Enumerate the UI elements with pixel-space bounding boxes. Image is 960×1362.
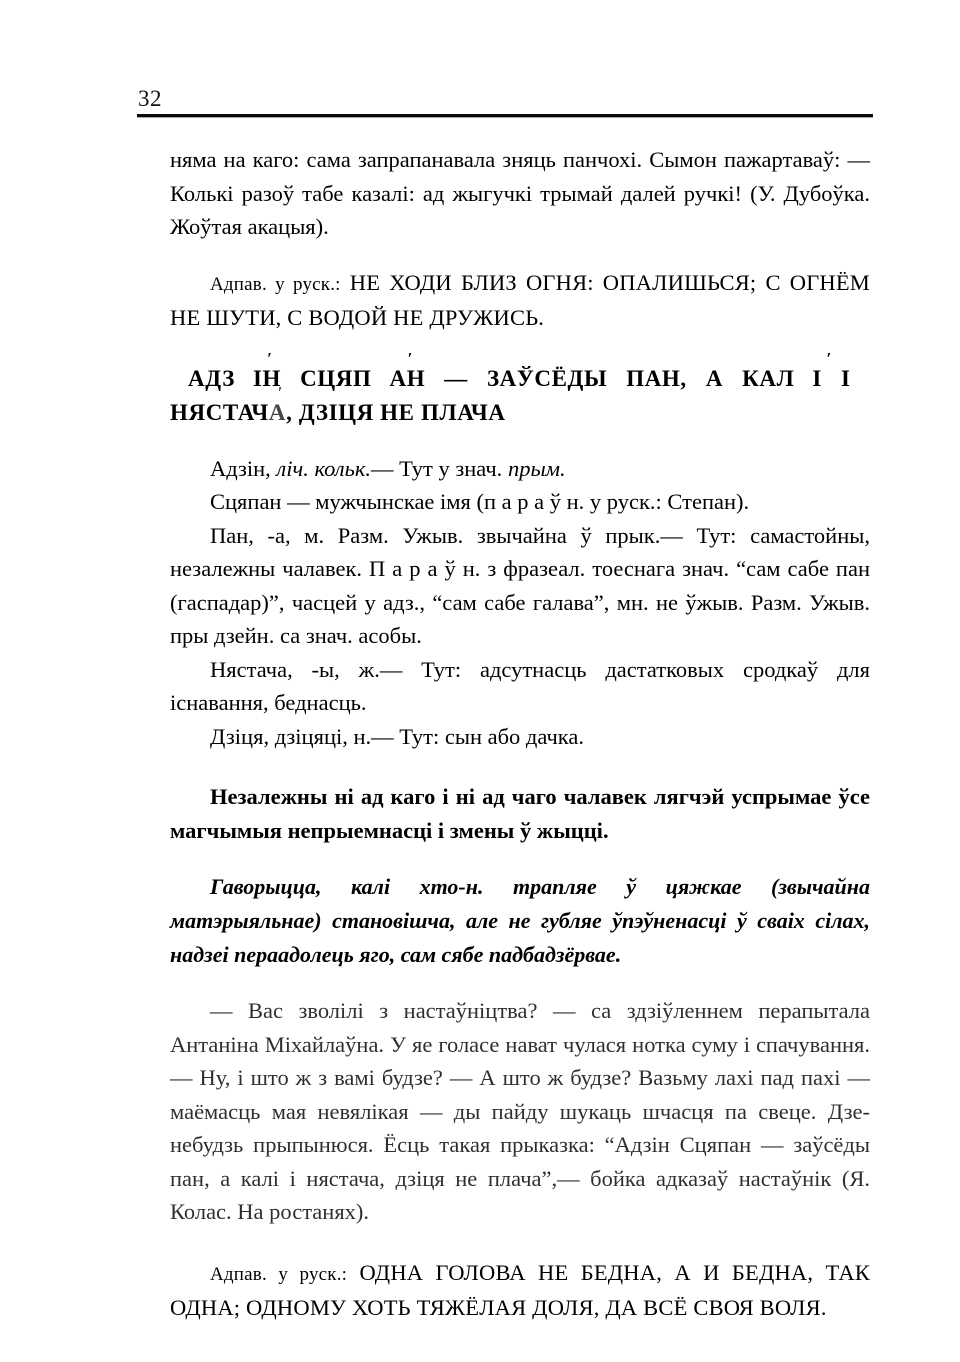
- gloss-dzicya: [170, 720, 870, 754]
- stress-accent-adzin: [235, 362, 263, 396]
- headword-w7: І: [840, 365, 851, 391]
- gloss-adzin-mid: — Тут у знач.: [371, 455, 508, 481]
- russian-equivalent-bottom: [170, 1256, 870, 1325]
- stress-accent-kali: [794, 362, 822, 396]
- russian-equivalent-top: [170, 266, 870, 335]
- page-header: [137, 86, 873, 117]
- headword-w1-pre: АДЗ: [188, 365, 235, 391]
- gloss-adzin-abbr2: прым.: [507, 455, 566, 481]
- equivalent-bottom-lead-label: Адпав. у руск.:: [210, 1263, 348, 1285]
- equivalent-bottom-text: ОДНА ГОЛОВА НЕ БЕДНА, А И БЕДНА, ТАК ОДНА; ОДНОМУ ХОТЬ ТЯЖЁЛАЯ ДОЛЯ, ДА ВСЁ СВОЯ ВОЛЯ.: [170, 1259, 871, 1320]
- headword-w6-accented-vowel: І: [812, 365, 822, 391]
- text-column: [170, 143, 870, 1325]
- gloss-list: [170, 452, 870, 754]
- headword-l2-pre: НЯСТАЧ: [170, 399, 269, 425]
- proverb-headword: [170, 362, 870, 430]
- gloss-scyapan-text: Сцяпан — мужчынскае імя (п а р а ў н. у руск.: Степан).: [210, 489, 750, 514]
- headword-l2-comma: ,: [286, 399, 293, 425]
- headword-line-1: [170, 362, 870, 396]
- citation-text: [170, 994, 870, 1229]
- headword-dash: —: [444, 365, 468, 391]
- page-number: 32: [138, 86, 162, 111]
- headword-w2-post: Н: [406, 365, 426, 391]
- stress-accent-nyastacha: [269, 396, 286, 430]
- headword-l2-accented-vowel: А: [268, 399, 287, 425]
- gloss-adzin-head: Адзін,: [210, 455, 277, 481]
- continued-example-paragraph: [170, 143, 870, 244]
- headword-w1-post: Н: [262, 365, 282, 391]
- headword-w2-accented-vowel: А: [389, 365, 407, 391]
- stress-accent-scyapan: [371, 362, 406, 396]
- headword-w1-accented-vowel: І: [252, 365, 263, 391]
- gloss-adzin: [170, 452, 870, 486]
- gloss-nyastacha-text: Нястача, -ы, ж.— Тут: адсутнасць дастатковых сродкаў для існавання, беднасць.: [170, 656, 870, 715]
- equivalent-top-text: НЕ ХОДИ БЛИЗ ОГНЯ: ОПАЛИШЬСЯ; С ОГНЁМ НЕ ШУТИ, С ВОДОЙ НЕ ДРУЖИСЬ.: [170, 269, 871, 330]
- italic-usage-text: Гаворыцца, калі хто-н. трапляе ў цяжкае (звычайна матэрыяльнае) становішча, але не губляе ўпэўненасці ў сваіх сілах, надзеі пераадолець яго, сам сябе падбадзёрвае.: [170, 874, 870, 967]
- gloss-dzicya-text: Дзіця, дзіцяці, н.— Тут: сын або дачка.: [210, 723, 584, 749]
- headword-w4: ПАН,: [626, 365, 687, 391]
- headword-w5: А: [705, 365, 724, 391]
- headword-l2-rest: ДЗІЦЯ НЕ ПЛАЧА: [298, 399, 506, 425]
- headword-w2-pre: СЦЯП: [300, 365, 372, 391]
- gloss-scyapan: [170, 485, 870, 519]
- bold-definition-text: Незалежны ні ад каго і ні ад чаго чалавек лягчэй успрымае ўсе магчымыя непрыемнасці і змены ў жыцці.: [170, 784, 870, 843]
- headword-w3: ЗАЎСЁДЫ: [486, 365, 608, 391]
- italic-usage-note: [170, 870, 870, 972]
- equivalent-lead-label: Адпав. у руск.:: [210, 273, 341, 295]
- continued-example-text: няма на каго: сама запрапанавала зняць панчохі. Сымон пажартаваў: — Колькі разоў табе казалі: ад жыгучкі трымай далей ручкі! (У. Дубоўка. Жоўтая акацыя).: [170, 147, 870, 239]
- literary-citation: [170, 994, 870, 1229]
- bold-definition: [170, 780, 870, 848]
- headword-w6-pre: КАЛ: [742, 365, 795, 391]
- gloss-pan: [170, 519, 870, 653]
- headword-line-2: [170, 396, 870, 430]
- gloss-nyastacha: [170, 653, 870, 720]
- gloss-pan-text: Пан, -а, м. Разм. Ужыв. звычайна ў прык.— Тут: самастойны, незалежны чалавек. П а р а ў н. з фразеал. тоеснага знач. “сам сабе пан (гаспадар)”, часцей у адз., “сам сабе галава”, мн. не ўжыв. Разм. Ужыв. пры дзейн. са знач. асобы.: [170, 522, 870, 648]
- citation-body: — Вас зволілі з настаўніцтва? — са здзіўленнем перапытала Антаніна Міхайлаўна. У яе голасе нават чулася нотка суму і спачування.— Ну, і што ж з вамі будзе? — А што ж будзе? Вазьму лахі пад пахі — маёмасць мая невялікая — ды пайду шукаць шчасця па свеце. Дзе-небудзь прыпынюся. Ёсць такая прыказка: “Адзін Сцяпан — заўсёды пан, а калі і нястача, дзіця не плача”,— бойка адказаў настаўнік (Я. Колас. На ростанях).: [170, 998, 870, 1224]
- gloss-adzin-abbr1: ліч. кольк.: [276, 455, 372, 481]
- header-rule: [137, 114, 873, 117]
